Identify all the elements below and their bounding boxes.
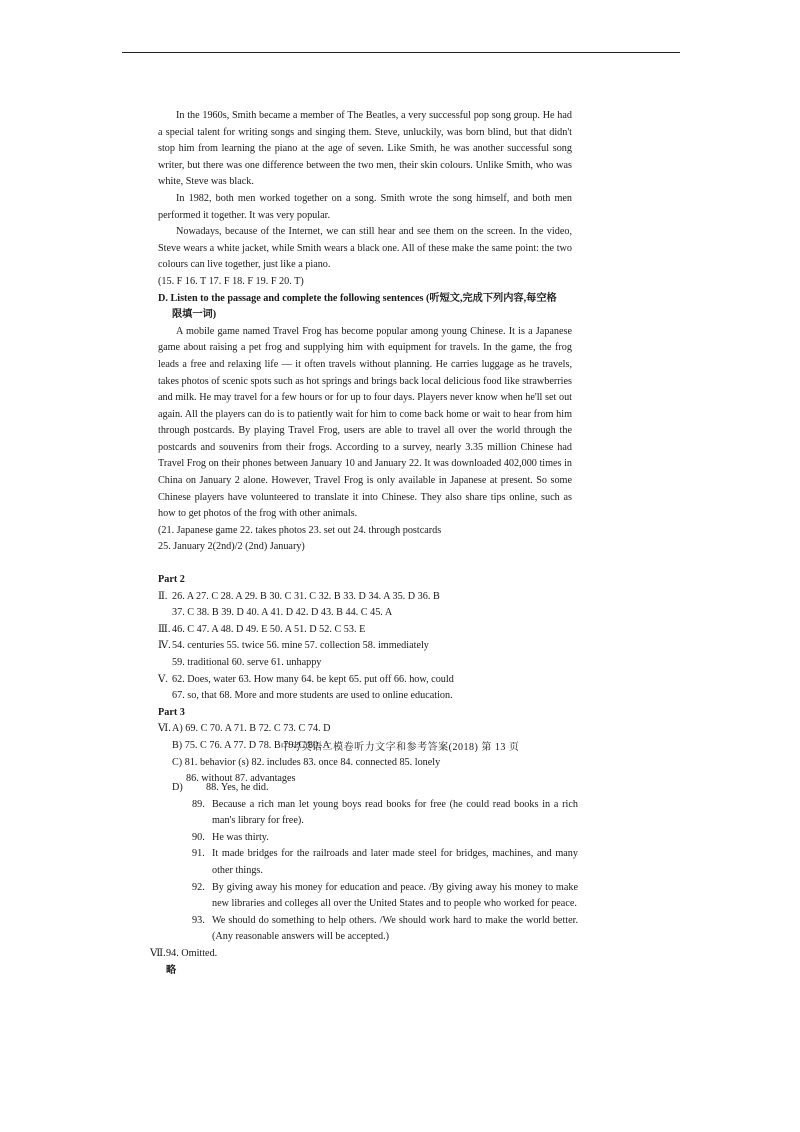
answer-line: 37. C 38. B 39. D 40. A 41. D 42. D 43. B 44. C 45. A — [172, 607, 393, 619]
answer-92 — [158, 880, 578, 913]
sub-label: D) — [172, 782, 183, 793]
answer-line: 26. A 27. C 28. A 29. B 30. C 31. C 32. B 33. D 34. A 35. D 36. B — [172, 590, 440, 602]
roman-numeral: Ⅴ. — [158, 673, 168, 685]
roman-numeral: Ⅵ. — [158, 723, 171, 735]
part-2-title: Part 2 — [158, 574, 185, 586]
answer-text: 94. Omitted. — [166, 947, 218, 959]
answer-line: 86. without 87. advantages — [186, 773, 296, 785]
sub-label: A) — [172, 723, 183, 735]
answer-text: By giving away his money for education and peace. /By giving away his money to make new libraries and colleges all over the United States and to people who worked for peace. — [212, 881, 578, 910]
roman-numeral: Ⅶ. — [150, 947, 166, 959]
top-rule — [122, 52, 680, 53]
section-d-title-en: D. Listen to the passage and complete the following sentences — [158, 292, 424, 304]
answer-line: 81. behavior (s) 82. includes 83. once 84. connected 85. lonely — [184, 756, 441, 768]
answer-row-VII — [150, 946, 578, 963]
section-d-heading — [158, 291, 572, 324]
answer-line: 54. centuries 55. twice 56. mine 57. collection 58. immediately — [172, 640, 429, 652]
answer-text: Because a rich man let young boys read books for free (he could read books in a rich man's library for free). — [212, 798, 578, 827]
answer-row-VI-a — [158, 721, 572, 738]
answer-line: 75. C 76. A 77. D 78. B 79. C 80. A — [184, 739, 330, 751]
answer-line: 67. so, that 68. More and more students are used to online education. — [172, 690, 453, 702]
passage-c-paragraph-1: In the 1960s, Smith became a member of The Beatles, a very successful pop song group. He had a special talent for writing songs and singing them. Steve, unluckily, was born blind, but that didn't stop him from learning the piano at the age of seven. Like Smith, he was another successful song writer, but there was one difference between the two men, their skin colours. Unlike Smith, who was white, Steve was black. — [158, 110, 572, 188]
omitted-cn: 略 — [166, 964, 177, 976]
answer-row-III — [158, 622, 572, 639]
answers-21-24: (21. Japanese game 22. takes photos 23. set out 24. through postcards — [158, 524, 442, 536]
answers-25: 25. January 2(2nd)/2 (2nd) January) — [158, 541, 305, 553]
roman-numeral: Ⅳ. — [158, 640, 171, 652]
question-number: 93. — [192, 914, 205, 926]
answer-93 — [158, 913, 578, 946]
answer-line: 69. C 70. A 71. B 72. C 73. C 74. D — [185, 723, 331, 735]
roman-numeral: Ⅱ. — [158, 590, 168, 602]
section-d-title-cn-continued: 限填一词) — [172, 309, 217, 321]
answer-text: He was thirty. — [212, 831, 269, 843]
question-number: 89. — [192, 798, 205, 810]
answer-88 — [158, 780, 578, 797]
answer-text: Yes, he did. — [220, 782, 269, 793]
sub-label: C) — [172, 756, 183, 768]
answer-row-IV — [158, 638, 572, 655]
answer-row-VI-c — [158, 755, 572, 772]
page-13-content — [158, 108, 572, 788]
answer-row-II — [158, 589, 572, 606]
passage-d: A mobile game named Travel Frog has become popular among young Chinese. It is a Japanese game about raising a pet frog and supplying him with equipment for travels. In the game, the frog leads a free and relaxing life — it often travels without planning. He carries luggage as he travels, takes photos of scenic spots such as hot springs and brings back local delicious food like strawberries and milk. He may travel for a few hours or for up to four days. Players never know when he'll set out again. All the players can do is to patiently wait for him to come back home or wait to hear from him through postcards. By playing Travel Frog, users are able to travel all over the world through the postcards and souvenirs from their frogs. According to a survey, nearly 3.35 million Chinese had Travel Frog on their phones between January 10 and January 22. It was downloaded 402,000 times in China on January 2 alone. However, Travel Frog is only available in Japanese at present. So some Chinese players have volunteered to translate it into Chinese. They also share tips online, such as how to get photos of the frog with other animals. — [158, 325, 572, 520]
answer-line: 59. traditional 60. serve 61. unhappy — [172, 657, 322, 668]
answers-15-20: (15. F 16. T 17. F 18. F 19. F 20. T) — [158, 275, 304, 287]
answer-line: 46. C 47. A 48. D 49. E 50. A 51. D 52. C 53. E — [172, 623, 366, 635]
answer-90 — [158, 830, 578, 847]
answer-line: 62. Does, water 63. How many 64. be kept 65. put off 66. how, could — [172, 673, 454, 685]
part-3-title: Part 3 — [158, 706, 185, 718]
question-number: 88. — [206, 782, 219, 793]
question-number: 92. — [192, 881, 205, 893]
answer-text: We should do something to help others. /We should work hard to make the world better. (Any reasonable answers will be accepted.) — [212, 914, 578, 943]
question-number: 91. — [192, 848, 205, 860]
passage-c-paragraph-3: Nowadays, because of the Internet, we can still hear and see them on the screen. In the video, Steve wears a white jacket, while Smith wears a black one. All of these make the same point: the two colours can live together, just like a piano. — [158, 226, 572, 271]
passage-c-paragraph-2: In 1982, both men worked together on a song. Smith wrote the song himself, and both men performed it together. It was very popular. — [158, 192, 572, 221]
page-footer: 中考英语二模卷听力文字和参考答案(2018) 第 13 页 — [280, 742, 520, 753]
answer-row-V — [158, 672, 572, 689]
answer-89 — [158, 797, 578, 830]
answer-text: It made bridges for the railroads and later made steel for bridges, machines, and many other things. — [212, 848, 578, 876]
answer-91 — [158, 846, 578, 879]
roman-numeral: Ⅲ. — [158, 623, 171, 635]
page-14-content — [150, 780, 578, 979]
section-d-title-cn: (听短文,完成下列内容,每空格 — [425, 292, 557, 304]
sub-label: B) — [172, 739, 183, 751]
question-number: 90. — [192, 831, 205, 843]
